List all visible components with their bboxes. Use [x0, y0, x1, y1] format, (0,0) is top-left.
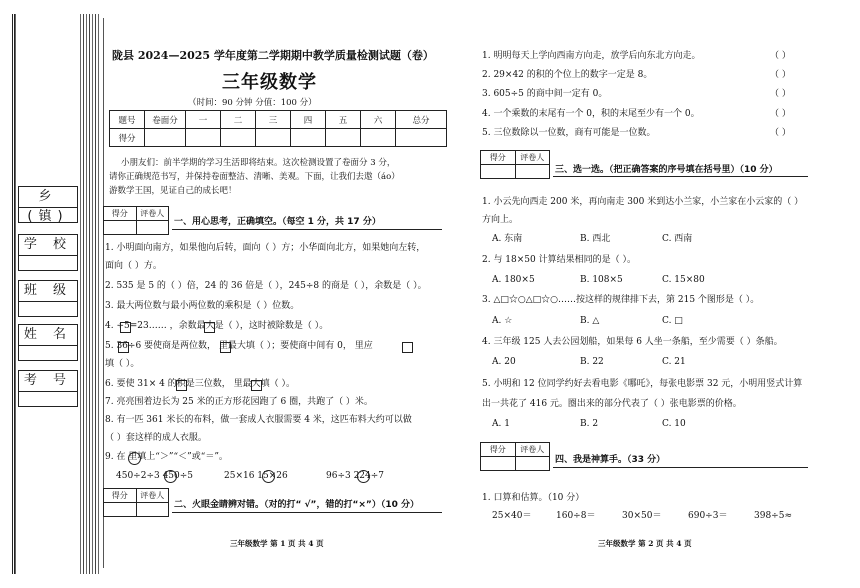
judge-paren[interactable]: （ ）	[770, 89, 791, 99]
section4-rule	[553, 467, 808, 468]
s1-line: （ ）套这样的成人衣服。	[105, 433, 207, 443]
judge-paren[interactable]: （ ）	[770, 51, 791, 61]
score-input-cell[interactable]	[186, 129, 221, 147]
compare-item: 450÷2÷3 450÷5	[116, 471, 194, 481]
s2-item: 2. 29×42 的积的个位上的数字一定是 8。	[482, 70, 653, 80]
class-label: 班 级	[19, 281, 77, 302]
mental-math-item: 690÷3＝	[688, 511, 728, 521]
s3-option: B. 22	[580, 357, 604, 367]
s3-question: 出一共花了 416 元。圈出来的部分代表了（ ）张电影票的价格。	[482, 399, 742, 409]
s3-question: 2. 与 18×50 计算结果相同的是（ ）。	[482, 255, 636, 265]
school-field[interactable]	[18, 234, 78, 271]
compare-circle[interactable]	[128, 452, 141, 465]
grader-score-cell[interactable]	[104, 503, 136, 516]
section3-grader-box	[480, 150, 550, 179]
mental-math-item: 25×40＝	[492, 511, 532, 521]
blank-box[interactable]	[251, 380, 262, 391]
grader-score-label: 得分	[489, 445, 506, 454]
grader-score-label: 得分	[111, 491, 128, 500]
s3-option: C. 10	[662, 419, 686, 429]
score-input-cell[interactable]	[221, 129, 256, 147]
s1-line: 7. 亮亮围着边长为 25 米的正方形花园跑了 6 圈，共跑了（ ）米。	[105, 397, 373, 407]
school-label: 学 校	[19, 235, 77, 256]
intro-line: 请你正确规范书写，并保持卷面整洁、清晰、美观。下面，让我们去遨（áo）	[109, 172, 400, 182]
judge-paren[interactable]: （ ）	[770, 128, 791, 138]
name-label: 姓 名	[19, 325, 77, 346]
score-table	[109, 110, 447, 147]
s3-question: 方向上。	[482, 215, 519, 225]
exam-number-field[interactable]	[18, 370, 78, 407]
score-header-cell: 四	[291, 111, 326, 129]
township-label: 乡(镇)	[19, 187, 77, 208]
blank-box[interactable]	[120, 322, 131, 333]
s3-question: 3. △□☆○△□☆○……按这样的规律排下去，第 215 个图形是（ ）。	[482, 295, 760, 305]
mental-math-item: 160÷8＝	[556, 511, 596, 521]
s3-option: A. ☆	[492, 316, 513, 326]
s2-item: 5. 三位数除以一位数，商有可能是一位数。	[482, 128, 656, 138]
s3-option: A. 东南	[492, 234, 523, 244]
grader-name-label: 评卷人	[136, 489, 169, 502]
exam-meta: （时间：90 分钟 分值：100 分）	[188, 98, 317, 108]
compare-circle[interactable]	[357, 470, 370, 483]
score-input-cell[interactable]	[291, 129, 326, 147]
s3-question: 5. 小明和 12 位同学约好去看电影《哪吒》，每张电影票 32 元，小明用竖式计算	[482, 379, 803, 389]
grader-score-label: 得分	[111, 209, 128, 218]
score-header-cell: 总分	[396, 111, 447, 129]
score-table-header-row	[110, 111, 447, 129]
section3-rule	[553, 176, 808, 177]
judge-paren[interactable]: （ ）	[770, 109, 791, 119]
grader-name-label: 评卷人	[515, 443, 550, 456]
page1-footer: 三年级数学 第 1 页 共 4 页	[230, 539, 324, 548]
grader-score-label: 得分	[489, 153, 506, 162]
score-header-cell: 题号	[110, 111, 145, 129]
score-header-cell: 五	[326, 111, 361, 129]
section1-rule	[172, 229, 442, 230]
section2-title: 二、火眼金睛辨对错。（对的打“ √”，错的打“×”）（10 分）	[174, 500, 419, 510]
grader-score-cell[interactable]	[481, 457, 515, 470]
exam-number-label: 考 号	[19, 371, 77, 392]
grader-name-cell[interactable]	[136, 503, 169, 516]
s3-option: B. 2	[580, 419, 599, 429]
s3-option: C. □	[662, 316, 683, 326]
s1-line: 4. ÷5=23…… ，余数最大是（ ），这时被除数是（ ）。	[105, 321, 329, 331]
s1-line: 填（ ）。	[105, 359, 140, 369]
s3-option: B. 108×5	[580, 275, 623, 285]
s2-item: 3. 605÷5 的商中间一定有 0。	[482, 89, 608, 99]
s1-line: 面向（ ）方。	[105, 261, 162, 271]
s2-item: 4. 一个乘数的末尾有一个 0，积的末尾至少有一个 0。	[482, 109, 700, 119]
grader-name-label: 评卷人	[515, 151, 550, 164]
s4-subtitle: 1. 口算和估算。（10 分）	[482, 493, 585, 503]
score-row-label: 得分	[110, 129, 145, 147]
s1-line: 6. 要使 31× 4 的积是三位数， 里最大填（ ）。	[105, 379, 295, 389]
s3-option: A. 180×5	[492, 275, 535, 285]
section1-title: 一、用心思考，正确填空。（每空 1 分，共 17 分）	[174, 217, 381, 227]
blank-box[interactable]	[118, 342, 129, 353]
blank-box[interactable]	[220, 342, 231, 353]
name-field[interactable]	[18, 324, 78, 361]
s3-option: A. 20	[492, 357, 516, 367]
s3-question: 4. 三年级 125 人去公园划船，如果每 6 人坐一条船，至少需要（ ）条船。	[482, 337, 783, 347]
s3-option: B. 西北	[580, 234, 611, 244]
intro-line: 游数学王国，见证自己的成长吧！	[109, 186, 237, 196]
s3-option: C. 21	[662, 357, 686, 367]
township-field[interactable]	[18, 186, 78, 223]
grader-score-cell[interactable]	[104, 221, 136, 234]
section2-rule	[172, 512, 442, 513]
mental-math-item: 30×50＝	[622, 511, 662, 521]
subject-title: 三年级数学	[222, 72, 317, 93]
score-input-cell[interactable]	[145, 129, 186, 147]
s2-item: 1. 明明每天上学向西南方向走，放学后向东北方向走。	[482, 51, 701, 61]
score-header-cell: 二	[221, 111, 256, 129]
score-input-cell[interactable]	[326, 129, 361, 147]
score-header-cell: 一	[186, 111, 221, 129]
section3-title: 三、选一选。（把正确答案的序号填在括号里）（10 分）	[555, 165, 778, 175]
section1-grader-box	[103, 206, 169, 235]
section4-grader-box	[480, 442, 550, 471]
s3-option: C. 15×80	[662, 275, 705, 285]
s1-line: 9. 在 里填上“＞”“＜”或“＝”。	[105, 452, 228, 462]
section2-grader-box	[103, 488, 169, 517]
judge-paren[interactable]: （ ）	[770, 70, 791, 80]
score-input-cell[interactable]	[256, 129, 291, 147]
s1-line: 8. 有一匹 361 米长的布料，做一套成人衣服需要 4 米，这匹布料大约可以做	[105, 415, 412, 425]
compare-circle[interactable]	[262, 470, 275, 483]
score-header-cell: 卷面分	[145, 111, 186, 129]
s1-line: 2. 535 是 5 的（ ）倍，24 的 36 倍是（ ），245÷8 的商是（ ），余数是（ ）。	[105, 281, 427, 291]
mental-math-item: 398÷5≈	[754, 511, 792, 521]
s3-option: C. 西南	[662, 234, 693, 244]
grader-score-cell[interactable]	[481, 165, 515, 178]
score-input-cell[interactable]	[361, 129, 396, 147]
compare-item: 25×16 15×26	[224, 471, 288, 481]
s3-option: B. △	[580, 316, 600, 326]
grader-name-label: 评卷人	[136, 207, 169, 220]
score-header-cell: 三	[256, 111, 291, 129]
s3-question: 1. 小云先向西走 200 米，再向南走 300 米到达小兰家，小兰家在小云家的（ ）	[482, 197, 804, 207]
s1-line: 3. 最大两位数与最小两位数的乘积是（ ）位数。	[105, 301, 300, 311]
blank-box[interactable]	[402, 342, 413, 353]
class-field[interactable]	[18, 280, 78, 317]
grader-name-cell[interactable]	[515, 457, 550, 470]
compare-circle[interactable]	[164, 470, 177, 483]
binding-divider	[103, 18, 104, 568]
score-table-score-row	[110, 129, 447, 147]
s3-option: A. 1	[492, 419, 510, 429]
blank-box[interactable]	[204, 322, 215, 333]
exam-title: 陇县 2024—2025 学年度第二学期期中教学质量检测试题（卷）	[112, 49, 434, 62]
intro-line: 小朋友们：前半学期的学习生活即将结束。这次检测设置了卷面分 3 分，	[121, 158, 396, 168]
grader-name-cell[interactable]	[515, 165, 550, 178]
blank-box[interactable]	[176, 380, 187, 391]
score-input-cell[interactable]	[396, 129, 447, 147]
s1-line: 5. 36÷6 要使商是两位数， 里最大填（ ）；要使商中间有 0， 里应	[105, 341, 373, 351]
score-header-cell: 六	[361, 111, 396, 129]
s1-line: 1. 小明面向南方，如果他向后转，面向（ ）方；小华面向北方，如果她向左转，	[105, 243, 426, 253]
section4-title: 四、我是神算手。（33 分）	[555, 455, 666, 465]
compare-item: 96÷3 224÷7	[326, 471, 385, 481]
grader-name-cell[interactable]	[136, 221, 169, 234]
page2-footer: 三年级数学 第 2 页 共 4 页	[598, 539, 692, 548]
